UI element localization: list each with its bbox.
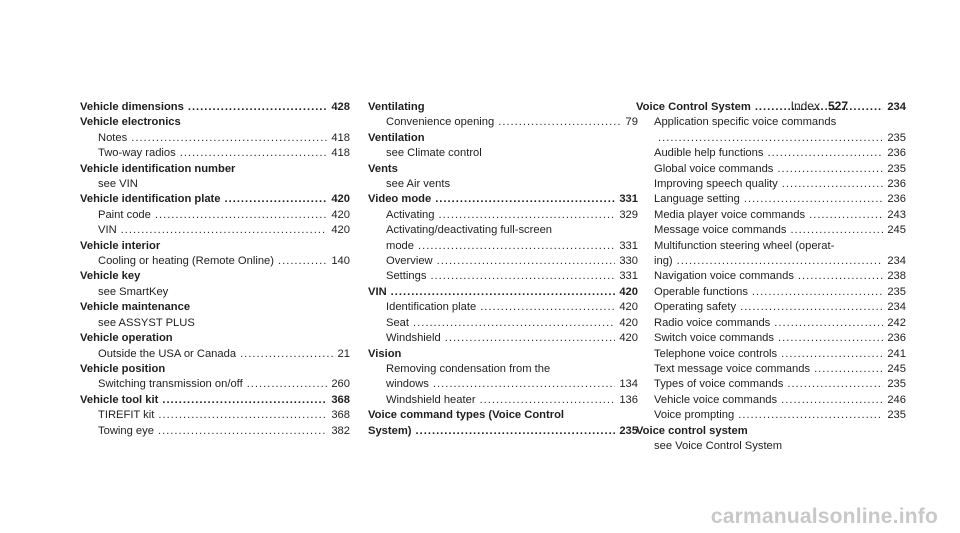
index-subentry — [636, 393, 906, 408]
dot-leader — [752, 285, 883, 300]
page-reference[interactable]: 140 — [331, 255, 350, 268]
entry-label: Application specific voice commands — [654, 116, 837, 129]
dot-leader — [155, 208, 327, 223]
dot-leader — [247, 377, 328, 392]
entry-label: windows — [386, 378, 429, 391]
page-reference[interactable]: 236 — [887, 193, 906, 206]
entry-label: Types of voice commands — [654, 378, 784, 391]
index-subentry — [636, 316, 906, 331]
page-reference[interactable]: 234 — [887, 255, 906, 268]
index-entry — [368, 347, 638, 362]
index-entry — [368, 100, 638, 115]
page-reference[interactable]: 368 — [331, 409, 350, 422]
dot-leader — [767, 146, 883, 161]
dot-leader — [774, 316, 883, 331]
index-entry — [636, 100, 906, 115]
index-subentry — [368, 208, 638, 223]
entry-label: Voice Control System — [636, 101, 751, 113]
entry-label: Vehicle dimensions — [80, 101, 184, 113]
entry-label: Vehicle electronics — [80, 116, 181, 129]
page-reference[interactable]: 79 — [625, 116, 638, 129]
index-subentry — [636, 347, 906, 362]
index-subentry — [368, 377, 638, 392]
index-subentry — [636, 439, 906, 454]
index-subentry — [368, 146, 638, 161]
index-subentry — [80, 208, 350, 223]
page-reference[interactable]: 330 — [619, 255, 638, 268]
dot-leader — [798, 269, 883, 284]
dot-leader — [777, 162, 883, 177]
index-entry — [80, 331, 350, 346]
entry-label: Outside the USA or Canada — [98, 347, 237, 360]
index-subentry — [80, 408, 350, 423]
dot-leader — [790, 223, 883, 238]
index-subentry — [80, 254, 350, 269]
entry-label: Voice prompting — [654, 409, 735, 422]
index-subentry — [636, 146, 906, 161]
page-reference[interactable]: 21 — [337, 347, 350, 360]
index-subentry — [80, 316, 350, 331]
index-subentry — [80, 177, 350, 192]
page-reference[interactable]: 245 — [887, 224, 906, 237]
dot-leader — [437, 254, 616, 269]
index-subentry — [368, 362, 638, 377]
index-subentry — [636, 377, 906, 392]
index-subentry — [636, 177, 906, 192]
entry-label: see Climate control — [386, 147, 482, 160]
dot-leader — [740, 300, 883, 315]
index-subentry — [636, 362, 906, 377]
index-subentry — [636, 331, 906, 346]
index-entry — [368, 162, 638, 177]
index-column-3 — [636, 100, 906, 454]
dot-leader — [430, 269, 615, 284]
page-reference[interactable]: 420 — [331, 208, 350, 221]
dot-leader — [433, 377, 615, 392]
dot-leader — [158, 408, 327, 423]
index-subentry — [636, 239, 906, 254]
page-reference[interactable]: 234 — [887, 301, 906, 314]
entry-label: Seat — [386, 316, 410, 329]
entry-label: see Voice Control System — [654, 439, 783, 452]
entry-label: see SmartKey — [98, 285, 169, 298]
index-entry — [80, 115, 350, 130]
entry-label: Settings — [386, 270, 427, 283]
page-reference[interactable]: 235 — [619, 424, 638, 437]
entry-label: Language setting — [654, 193, 740, 206]
entry-label: Vehicle voice commands — [654, 393, 778, 406]
index-entry — [80, 269, 350, 284]
page-reference[interactable]: 236 — [887, 147, 906, 160]
page-reference[interactable]: 234 — [887, 101, 906, 113]
dot-leader — [498, 115, 621, 130]
index-subentry — [636, 408, 906, 423]
page-reference[interactable]: 428 — [331, 101, 350, 113]
entry-label: Improving speech quality — [654, 178, 778, 191]
page-reference[interactable]: 236 — [887, 332, 906, 345]
entry-label: Message voice commands — [654, 224, 787, 237]
dot-leader — [240, 347, 333, 362]
index-subentry — [636, 223, 906, 238]
index-entry — [368, 192, 638, 207]
page-reference[interactable]: 418 — [331, 147, 350, 160]
index-entry — [80, 300, 350, 315]
dot-leader — [480, 300, 615, 315]
entry-label: TIREFIT kit — [98, 409, 155, 422]
entry-label: Voice control system — [636, 424, 748, 437]
dot-leader — [121, 223, 328, 238]
dot-leader — [413, 316, 615, 331]
dot-leader — [418, 239, 615, 254]
entry-label: Vents — [368, 162, 398, 175]
index-subentry — [368, 254, 638, 269]
entry-label: Activating — [386, 208, 435, 221]
dot-leader — [445, 331, 616, 346]
dot-leader — [755, 100, 884, 115]
index-subentry — [636, 269, 906, 284]
index-entry — [80, 362, 350, 377]
entry-label: Radio voice commands — [654, 316, 771, 329]
index-subentry — [368, 269, 638, 284]
dot-leader — [738, 408, 883, 423]
page-reference[interactable]: 136 — [619, 393, 638, 406]
entry-label: Vehicle position — [80, 362, 166, 375]
index-subentry — [636, 131, 906, 146]
entry-label: Vehicle maintenance — [80, 301, 191, 314]
entry-label: Operable functions — [654, 285, 748, 298]
entry-label: Operating safety — [654, 301, 737, 314]
dot-leader — [787, 377, 883, 392]
dot-leader — [781, 393, 883, 408]
index-entry — [80, 239, 350, 254]
entry-label: Voice command types (Voice Control — [368, 409, 565, 422]
dot-leader — [658, 131, 883, 146]
page-reference[interactable]: 235 — [887, 285, 906, 298]
dot-leader — [225, 192, 328, 207]
index-subentry — [368, 300, 638, 315]
page-reference[interactable]: 238 — [887, 270, 906, 283]
page-reference[interactable]: 245 — [887, 362, 906, 375]
dot-leader — [677, 254, 884, 269]
index-subentry — [80, 146, 350, 161]
dot-leader — [782, 177, 884, 192]
index-subentry — [368, 115, 638, 130]
page-reference[interactable]: 368 — [331, 393, 350, 406]
page-reference[interactable]: 420 — [619, 301, 638, 314]
page-reference[interactable]: 420 — [619, 332, 638, 345]
entry-label: Activating/deactivating full-screen — [386, 224, 553, 237]
page-reference[interactable]: 235 — [887, 162, 906, 175]
entry-label: Switch voice commands — [654, 332, 774, 345]
page-reference[interactable]: 235 — [887, 378, 906, 391]
index-subentry — [368, 177, 638, 192]
entry-label: Overview — [386, 255, 433, 268]
index-subentry — [368, 316, 638, 331]
dot-leader — [809, 208, 883, 223]
entry-label: Notes — [98, 131, 128, 144]
entry-label: Telephone voice controls — [654, 347, 778, 360]
entry-label: Global voice commands — [654, 162, 774, 175]
page-reference[interactable]: 331 — [619, 270, 638, 283]
page-reference[interactable]: 235 — [887, 131, 906, 144]
header-section-title: Index — [790, 99, 820, 113]
index-column-2 — [368, 100, 638, 439]
entry-label: Two-way radios — [98, 147, 176, 160]
dot-leader — [278, 254, 327, 269]
dot-leader — [416, 424, 616, 439]
entry-label: Convenience opening — [386, 116, 495, 129]
index-subentry — [80, 223, 350, 238]
index-subentry — [636, 285, 906, 300]
entry-label: Media player voice commands — [654, 208, 806, 221]
entry-label: VIN — [368, 285, 387, 298]
dot-leader — [162, 393, 327, 408]
entry-label: Identification plate — [386, 301, 477, 314]
page-reference[interactable]: 241 — [887, 347, 906, 360]
entry-label: Vehicle identification plate — [80, 193, 221, 206]
index-subentry — [368, 223, 638, 238]
entry-label: Audible help functions — [654, 147, 764, 160]
index-subentry — [368, 239, 638, 254]
entry-label: Windshield heater — [386, 393, 476, 406]
dot-leader — [131, 131, 327, 146]
index-entry — [80, 393, 350, 408]
dot-leader — [188, 100, 327, 115]
page-reference[interactable]: 331 — [619, 239, 638, 252]
entry-label: Vehicle operation — [80, 332, 173, 345]
index-entry — [368, 424, 638, 439]
entry-label: Vehicle interior — [80, 239, 161, 252]
entry-label: Vehicle identification number — [80, 162, 236, 175]
entry-label: Towing eye — [98, 424, 154, 437]
index-subentry — [636, 254, 906, 269]
entry-label: see Air vents — [386, 178, 451, 191]
index-entry — [368, 131, 638, 146]
entry-label: Paint code — [98, 208, 151, 221]
dot-leader — [439, 208, 616, 223]
dot-leader — [158, 424, 327, 439]
entry-label: see VIN — [98, 178, 138, 191]
entry-label: Switching transmission on/off — [98, 378, 243, 391]
index-subentry — [80, 424, 350, 439]
page-reference[interactable]: 260 — [331, 378, 350, 391]
index-subentry — [368, 393, 638, 408]
dot-leader — [744, 192, 883, 207]
entry-label: Multifunction steering wheel (operat- — [654, 239, 835, 252]
page-reference[interactable]: 236 — [887, 178, 906, 191]
entry-label: mode — [386, 239, 414, 252]
page-reference[interactable]: 329 — [619, 208, 638, 221]
entry-label: Removing condensation from the — [386, 362, 551, 375]
dot-leader — [391, 285, 616, 300]
index-subentry — [80, 377, 350, 392]
index-column-1 — [80, 100, 350, 439]
page-reference[interactable]: 420 — [619, 316, 638, 329]
entry-label: Vehicle tool kit — [80, 393, 159, 406]
entry-label: ing) — [654, 255, 673, 268]
index-subentry — [636, 162, 906, 177]
page-reference[interactable]: 246 — [887, 393, 906, 406]
index-subentry — [636, 115, 906, 130]
entry-label: see ASSYST PLUS — [98, 316, 195, 329]
page-reference[interactable]: 420 — [619, 285, 638, 298]
page-reference[interactable]: 382 — [331, 424, 350, 437]
page-reference[interactable]: 418 — [331, 131, 350, 144]
page-reference[interactable]: 420 — [331, 193, 350, 206]
entry-label: System) — [368, 424, 412, 437]
entry-label: Cooling or heating (Remote Online) — [98, 255, 274, 268]
index-subentry — [636, 208, 906, 223]
dot-leader — [781, 347, 883, 362]
index-entry — [80, 100, 350, 115]
index-entry — [368, 408, 638, 423]
page-reference[interactable]: 134 — [619, 378, 638, 391]
entry-label: Windshield — [386, 332, 441, 345]
entry-label: Navigation voice commands — [654, 270, 794, 283]
index-entry — [368, 285, 638, 300]
index-subentry — [80, 347, 350, 362]
watermark: carmanualsonline.info — [710, 505, 938, 528]
index-subentry — [80, 285, 350, 300]
entry-label: VIN — [98, 224, 117, 237]
index-entry — [80, 192, 350, 207]
index-entry — [80, 162, 350, 177]
index-subentry — [636, 300, 906, 315]
page-reference[interactable]: 235 — [887, 409, 906, 422]
page-reference[interactable]: 331 — [619, 193, 638, 206]
page-reference[interactable]: 242 — [887, 316, 906, 329]
dot-leader — [435, 192, 615, 207]
entry-label: Text message voice commands — [654, 362, 811, 375]
page-reference[interactable]: 243 — [887, 208, 906, 221]
index-subentry — [368, 331, 638, 346]
page-reference[interactable]: 420 — [331, 224, 350, 237]
entry-label: Ventilating — [368, 101, 425, 113]
dot-leader — [480, 393, 616, 408]
entry-label: Ventilation — [368, 131, 425, 144]
entry-label: Vision — [368, 347, 402, 360]
entry-label: Video mode — [368, 193, 432, 206]
dot-leader — [180, 146, 328, 161]
entry-label: Vehicle key — [80, 270, 141, 283]
index-subentry — [636, 192, 906, 207]
page-number: 527 — [827, 99, 848, 113]
dot-leader — [814, 362, 883, 377]
dot-leader — [778, 331, 883, 346]
index-entry — [636, 424, 906, 439]
index-subentry — [80, 131, 350, 146]
